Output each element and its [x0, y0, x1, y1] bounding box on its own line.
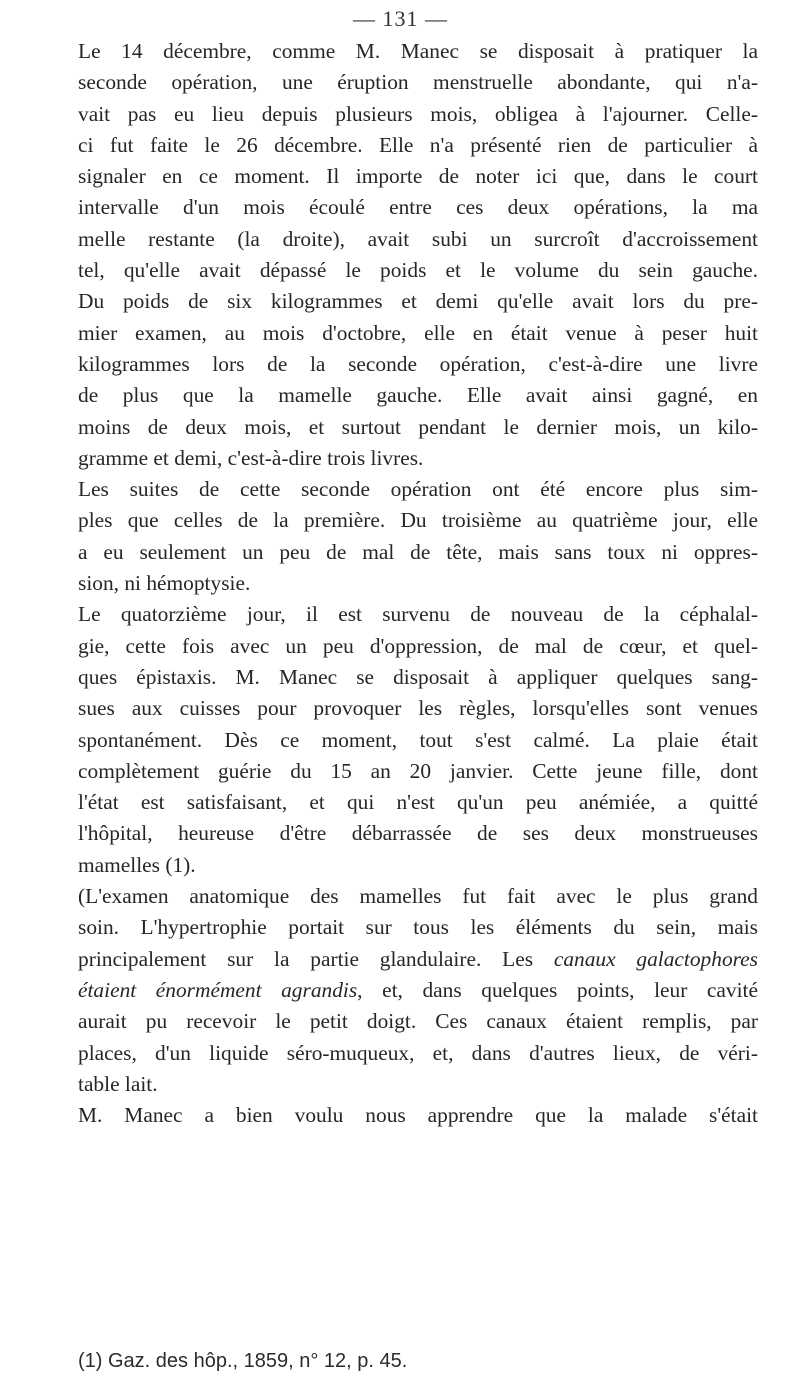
text-line: M. Manec a bien voulu nous apprendre que la malade s'était — [78, 1103, 758, 1128]
text-line: places, d'un liquide séro-muqueux, et, dans d'autres lieux, de véri- — [78, 1040, 758, 1065]
body-text — [58, 36, 758, 1131]
paragraph-5 — [58, 1100, 758, 1131]
text-line: vait pas eu lieu depuis plusieurs mois, obligea à l'ajourner. Celle- — [78, 101, 758, 126]
italic-term: étaient énormément agrandis — [78, 977, 358, 1002]
page-number: — 131 — — [353, 6, 448, 31]
paragraph-2 — [58, 474, 758, 599]
text-line: gramme et demi, c'est-à-dire trois livres. — [78, 445, 424, 470]
text-line: Les suites de cette seconde opération ont été encore plus sim- — [78, 477, 758, 502]
text-line: table lait. — [78, 1071, 158, 1096]
text-line: l'état est satisfaisant, et qui n'est qu'un peu anémiée, a quitté — [78, 790, 758, 815]
text-line — [58, 975, 758, 1006]
text-line: gie, cette fois avec un peu d'oppression, de mal de cœur, et quel- — [78, 633, 758, 658]
footnote: (1) Gaz. des hôp., 1859, n° 12, p. 45. — [78, 1350, 408, 1372]
text-line: a eu seulement un peu de mal de tête, mais sans toux ni oppres- — [78, 539, 758, 564]
text-line: tel, qu'elle avait dépassé le poids et le volume du sein gauche. — [78, 258, 758, 283]
text-line: sion, ni hémoptysie. — [78, 571, 251, 596]
text-line: seconde opération, une éruption menstruelle abondante, qui n'a- — [78, 70, 758, 95]
text-line: signaler en ce moment. Il importe de noter ici que, dans le court — [78, 164, 758, 189]
text-line: (L'examen anatomique des mamelles fut fait avec le plus grand — [78, 884, 758, 909]
text-line: complètement guérie du 15 an 20 janvier. Cette jeune fille, dont — [78, 758, 758, 783]
text-fragment: principalement sur la partie glandulaire. Les — [78, 946, 554, 971]
text-line: soin. L'hypertrophie portait sur tous les éléments du sein, mais — [78, 915, 758, 940]
paragraph-4 — [58, 881, 758, 1100]
text-fragment: , et, dans quelques points, leur cavité — [357, 977, 758, 1002]
text-line: aurait pu recevoir le petit doigt. Ces canaux étaient remplis, par — [78, 1009, 758, 1034]
text-line: moins de deux mois, et surtout pendant le dernier mois, un kilo- — [78, 414, 758, 439]
text-line — [58, 944, 758, 975]
text-line: intervalle d'un mois écoulé entre ces deux opérations, la ma — [78, 195, 758, 220]
text-line: de plus que la mamelle gauche. Elle avait ainsi gagné, en — [78, 383, 758, 408]
text-line: ples que celles de la première. Du troisième au quatrième jour, elle — [78, 508, 758, 533]
text-line: ci fut faite le 26 décembre. Elle n'a présenté rien de particulier à — [78, 132, 758, 157]
text-line: mier examen, au mois d'octobre, elle en était venue à peser huit — [78, 320, 758, 345]
paragraph-3 — [58, 599, 758, 881]
text-line: ques épistaxis. M. Manec se disposait à appliquer quelques sang- — [78, 664, 758, 689]
paragraph-1 — [58, 36, 758, 474]
text-line: Le quatorzième jour, il est survenu de nouveau de la céphalal- — [78, 602, 758, 627]
text-line: kilogrammes lors de la seconde opération, c'est-à-dire une livre — [78, 351, 758, 376]
text-line: mamelles (1). — [78, 852, 196, 877]
text-line: melle restante (la droite), avait subi un surcroît d'accroissement — [78, 226, 758, 251]
text-line: Le 14 décembre, comme M. Manec se disposait à pratiquer la — [78, 39, 758, 63]
text-line: Du poids de six kilogrammes et demi qu'elle avait lors du pre- — [78, 289, 758, 314]
italic-term: canaux galactophores — [553, 946, 758, 971]
text-line: l'hôpital, heureuse d'être débarrassée de ses deux monstrueuses — [78, 821, 758, 846]
text-line: spontanément. Dès ce moment, tout s'est calmé. La plaie était — [78, 727, 758, 752]
text-line: sues aux cuisses pour provoquer les règles, lorsqu'elles sont venues — [78, 696, 758, 721]
